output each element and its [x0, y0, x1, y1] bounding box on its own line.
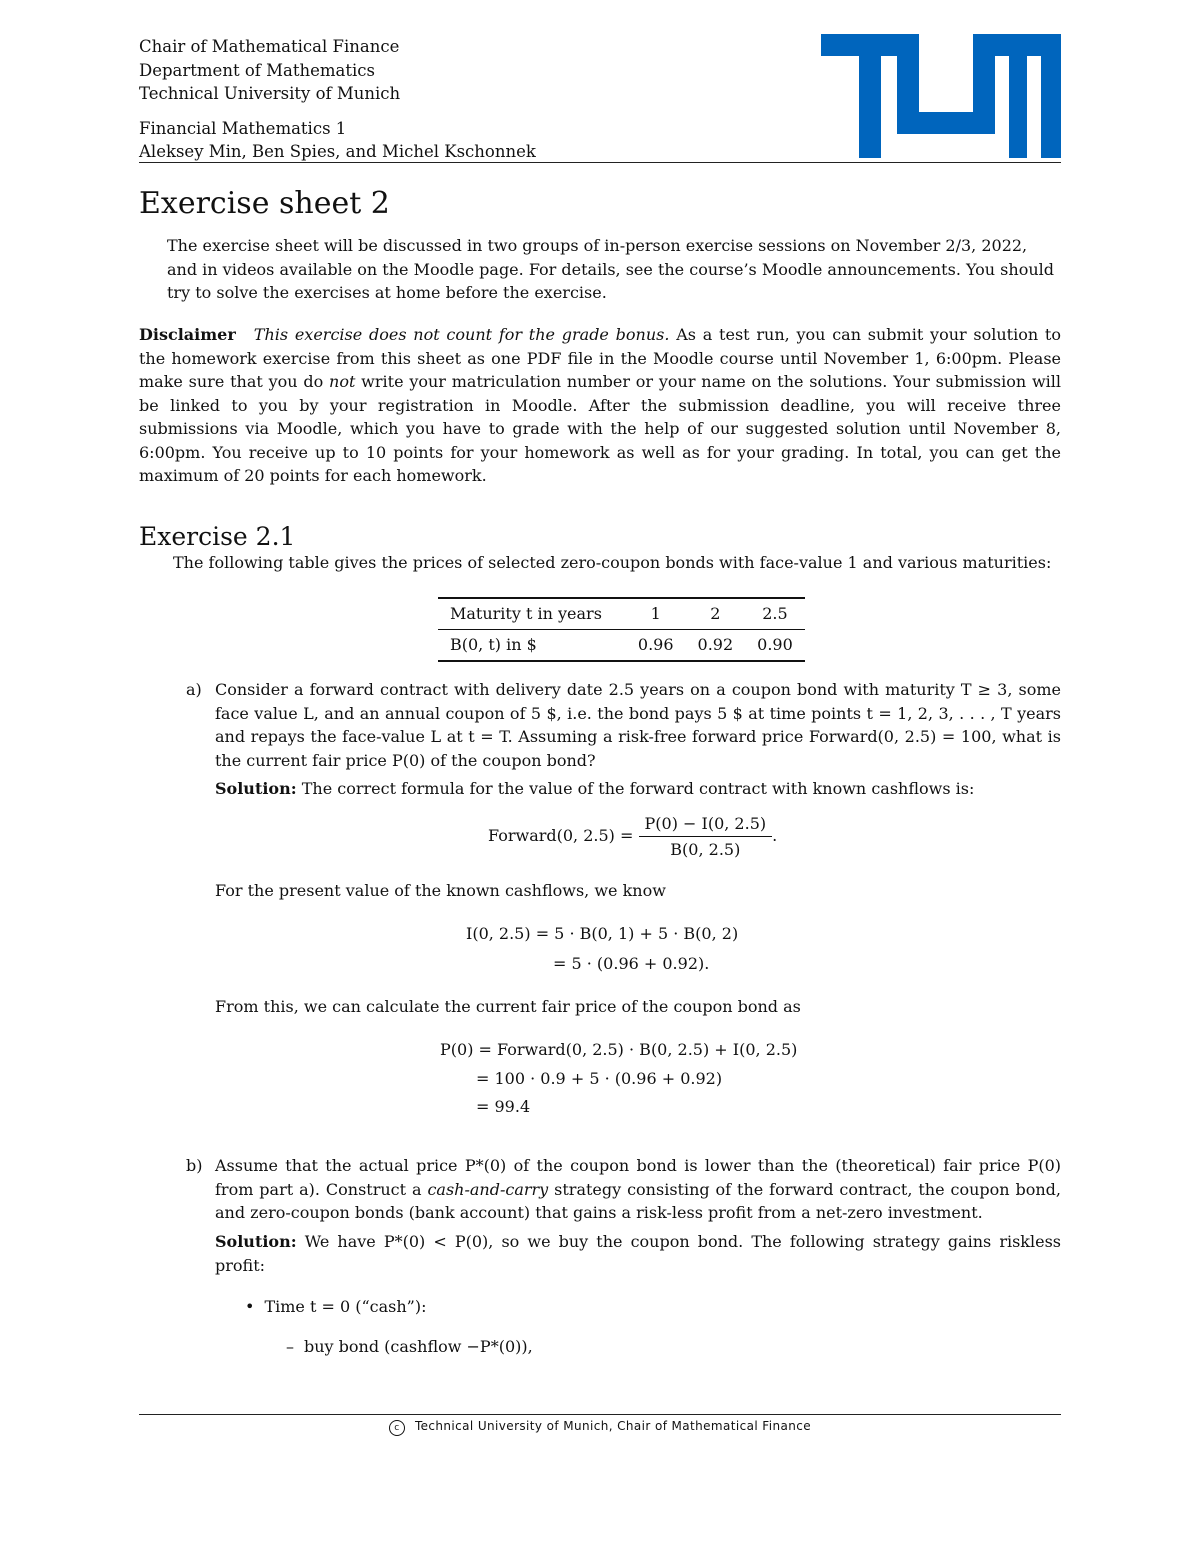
- part-b: [186, 1154, 1061, 1225]
- part-b-solution: [186, 1230, 1061, 1277]
- table-cell: 2.5: [745, 598, 805, 630]
- header-department: Department of Mathematics: [139, 60, 375, 80]
- bullet-icon: •: [245, 1297, 255, 1316]
- list-item: [286, 1337, 533, 1356]
- header-chair: Chair of Mathematical Finance: [139, 37, 400, 56]
- exercise-lead: The following table gives the prices of selected zero-coupon bonds with face-value 1 and various maturities:: [173, 553, 1052, 572]
- bullet-text: Time t = 0 (“cash”):: [264, 1297, 427, 1316]
- text-from-this: From this, we can calculate the current fair price of the coupon bond as: [215, 997, 801, 1016]
- equation-forward: [488, 814, 777, 859]
- header-course: Financial Mathematics 1: [139, 118, 347, 138]
- part-b-text: [215, 1154, 1061, 1225]
- table-row-label-price: B(0, t) in $: [438, 630, 626, 662]
- part-a: [186, 678, 1061, 772]
- equation-end: .: [772, 826, 778, 845]
- tum-logo-icon: [821, 34, 1061, 158]
- intro-paragraph: The exercise sheet will be discussed in two groups of in-person exercise sessions on November 2/3, 2022, and in videos available on the Moodle page. For details, see the course’s Moodle announcements. You should try to solve the exercises at home before the exercise.: [167, 236, 1054, 302]
- list-item: [245, 1297, 426, 1316]
- equation-price-line-2: = 100 · 0.9 + 5 · (0.96 + 0.92): [476, 1069, 723, 1088]
- disclaimer-not: not: [329, 372, 356, 391]
- footer: [0, 1419, 1200, 1436]
- table-cell: 1: [626, 598, 686, 630]
- equation-cashflow-line-1: I(0, 2.5) = 5 · B(0, 1) + 5 · B(0, 2): [466, 924, 739, 943]
- footer-text: Technical University of Munich, Chair of Mathematical Finance: [414, 1419, 812, 1433]
- fraction-numerator: P(0) − I(0, 2.5): [639, 814, 773, 837]
- equation-cashflow-line-2: = 5 · (0.96 + 0.92).: [553, 954, 710, 973]
- table-row: [438, 598, 805, 630]
- bond-price-table: [438, 597, 805, 662]
- disclaimer-text-2: write your matriculation number or your name on the solutions. Your submission will be linked to you by your registration in Moodle. After the submission deadline, you will receive three submissions via Moodle, which you have to grade with the help of our suggested solution until November 8, 6:00pm. You receive up to 10 points for your homework as well as for your grading. In total, you can get the maximum of 20 points for each homework.: [139, 372, 1061, 485]
- header-block: [139, 35, 536, 164]
- solution-label: Solution:: [215, 779, 297, 798]
- part-a-label: a): [186, 680, 202, 699]
- solution-text: We have P*(0) < P(0), so we buy the coupon bond. The following strategy gains riskless profit:: [215, 1232, 1061, 1275]
- equation-lhs: Forward(0, 2.5) =: [488, 826, 634, 845]
- dash-icon: –: [286, 1337, 294, 1356]
- part-a-solution: [186, 777, 1061, 801]
- disclaimer-paragraph: [139, 323, 1061, 488]
- equation-fraction: [639, 814, 773, 859]
- header-university: Technical University of Munich: [139, 84, 401, 103]
- disclaimer-emph: This exercise does not count for the grade bonus.: [253, 325, 670, 344]
- fraction-denominator: B(0, 2.5): [670, 840, 741, 859]
- table-row: [438, 630, 805, 662]
- part-a-text: Consider a forward contract with delivery date 2.5 years on a coupon bond with maturity T ≥ 3, some face value L, and an annual coupon of 5 $, i.e. the bond pays 5 $ at time points t = 1, 2, 3, . . . , T years and repays the face-value L at t = T. Assuming a risk-free forward price Forward(0, 2.5) = 100, what is the current fair price P(0) of the coupon bond?: [215, 680, 1061, 770]
- solution-label: Solution:: [215, 1232, 297, 1251]
- part-b-text-1: Assume that the actual price P*(0) of the coupon bond is lower than the (theoretical) fair price P(0) from part a). Construct a: [215, 1156, 1061, 1199]
- copyright-icon: c: [389, 1420, 405, 1436]
- equation-price-line-1: P(0) = Forward(0, 2.5) · B(0, 2.5) + I(0, 2.5): [440, 1040, 798, 1059]
- table-cell: 0.90: [745, 630, 805, 662]
- header-authors: Aleksey Min, Ben Spies, and Michel Kschonnek: [139, 142, 536, 161]
- table-cell: 0.96: [626, 630, 686, 662]
- disclaimer-label: Disclaimer: [139, 325, 236, 344]
- equation-price-line-3: = 99.4: [476, 1097, 531, 1116]
- part-b-emph: cash-and-carry: [427, 1179, 549, 1199]
- header-rule: [139, 162, 1061, 163]
- table-row-label-maturity: Maturity t in years: [438, 598, 626, 630]
- exercise-heading: Exercise 2.1: [139, 522, 296, 551]
- solution-text: The correct formula for the value of the forward contract with known cashflows is:: [296, 779, 975, 798]
- footer-rule: [139, 1414, 1061, 1415]
- sheet-title: Exercise sheet 2: [139, 186, 390, 221]
- disclaimer-text-1: As a test run, you can submit your solution to the homework exercise from this sheet as one PDF file in the Moodle course until November 1, 6:00pm. Please make sure that you do: [139, 325, 1061, 391]
- table-cell: 0.92: [686, 630, 746, 662]
- text-present-value: For the present value of the known cashflows, we know: [215, 881, 666, 900]
- table-cell: 2: [686, 598, 746, 630]
- part-b-label: b): [186, 1156, 203, 1175]
- sub-bullet-text: buy bond (cashflow −P*(0)),: [304, 1337, 533, 1356]
- part-b-text-2: strategy consisting of the forward contract, the coupon bond, and zero-coupon bonds (bank account) that gains a risk-less profit from a net-zero investment.: [215, 1179, 1062, 1222]
